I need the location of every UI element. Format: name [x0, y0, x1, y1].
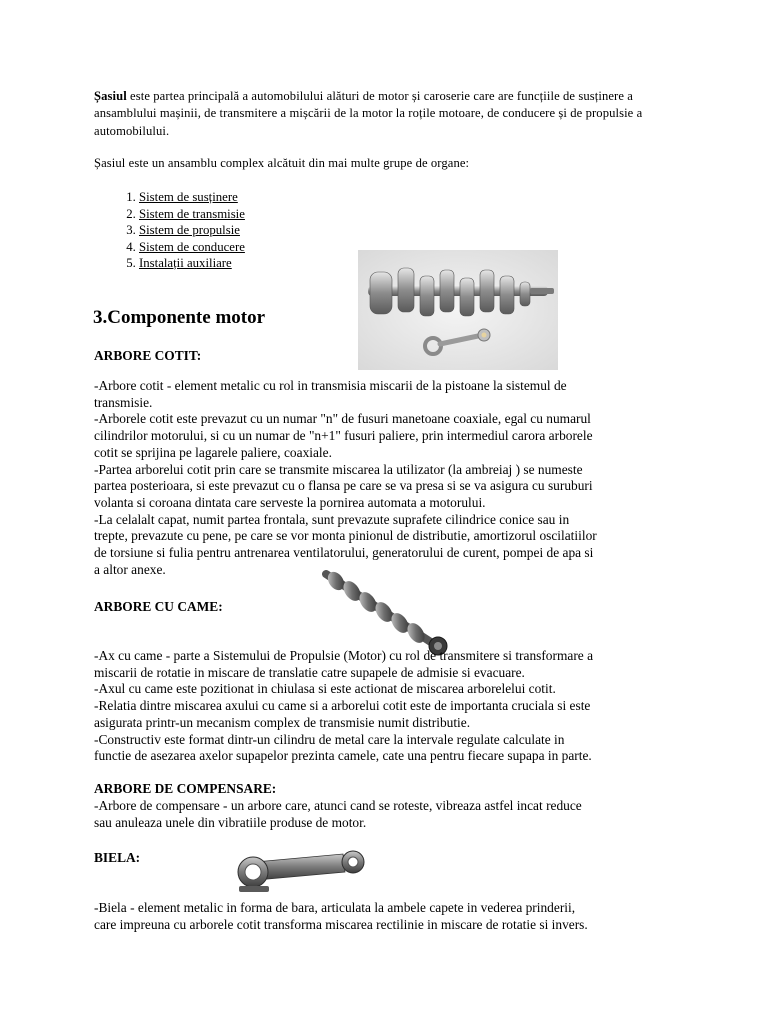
intro-paragraph-1-text: este partea principală a automobilului alături de motor și caroserie care are funcțiile de susținere a ansamblului mașinii, de transmitere a mișcării de la motor la roțile motoare, de conducere și de propulsie a automobilului.: [94, 89, 643, 138]
text-line: functie de asezarea axelor supapelor prezinta camele, cate una pentru fiecare supapa in parte.: [94, 748, 592, 764]
crankshaft-image: [358, 250, 558, 370]
intro-bold-term: Șasiul: [94, 89, 127, 103]
link-sistem-conducere[interactable]: Sistem de conducere: [139, 239, 245, 254]
text-line: miscarii de rotatie in miscare de translatie catre supapele de admisie si evacuare.: [94, 664, 525, 680]
connecting-rod-illustration: [233, 842, 375, 898]
text-line: sau anuleaza unele din vibratiile produse de motor.: [94, 814, 367, 830]
text-line: -Partea arborelui cotit prin care se transmite miscarea la utilizator (la ambreiaj ) se numeste: [94, 461, 583, 477]
heading-arbore-compensare: ARBORE DE COMPENSARE:: [94, 781, 277, 796]
link-sistem-transmisie[interactable]: Sistem de transmisie: [139, 206, 245, 221]
text-line: -La celalalt capat, numit partea frontala, sunt prevazute suprafete cilindrice conice sau in: [94, 511, 570, 527]
arbore-compensare-text: [94, 798, 694, 831]
text-line: volanta si coroana dintata care serveste la pornirea automata a motorului.: [94, 494, 486, 510]
text-line: a altor anexe.: [94, 561, 166, 577]
text-line: -Ax cu came - parte a Sistemului de Propulsie (Motor) cu rol de transmitere si transformare a: [94, 648, 594, 663]
text-line: -Relatia dintre miscarea axului cu came si a arborelui cotit este de importanta cruciala si este: [94, 698, 591, 714]
link-sistem-sustinere[interactable]: Sistem de susținere: [139, 190, 238, 204]
text-line: partea posterioara, si este prevazut cu o flansa pe care se va presa si se va asigura cu suruburi: [94, 478, 593, 494]
link-instalatii-auxiliare[interactable]: Instalații auxiliare: [139, 256, 232, 271]
text-line: trepte, prevazute cu pene, pe care se vor monta pinionul de distributie, amortizorul oscilatiilor: [94, 528, 597, 544]
list-item: [139, 222, 245, 239]
text-line: -Axul cu came este pozitionat in chiulasa si este actionat de miscarea arborelelui cotit.: [94, 681, 556, 697]
intro-text: [94, 88, 684, 172]
list-item: [139, 206, 245, 223]
arbore-cu-came-text: [94, 648, 694, 765]
list-item: [139, 189, 245, 206]
heading-arbore-cotit: ARBORE COTIT:: [94, 348, 202, 363]
heading-biela: BIELA:: [94, 850, 141, 865]
text-line: -Biela - element metalic in forma de bara, articulata la ambele capete in vederea prinderii,: [94, 900, 576, 915]
intro-paragraph-1: [94, 88, 684, 140]
text-line: de torsiune si fulia pentru antrenarea ventilatorului, generatorului de curent, pompei de apa si: [94, 545, 594, 561]
section-title: 3.Componente motor: [93, 307, 266, 328]
text-line: care impreuna cu arborele cotit transforma miscarea rectilinie in miscare de rotatie si invers.: [94, 916, 588, 932]
arbore-cotit-text: [94, 378, 694, 578]
organ-groups-list: [112, 189, 245, 272]
text-line: -Arbore cotit - element metalic cu rol in transmisia miscarii de la pistoane la sistemul de: [94, 378, 567, 393]
list-item: [139, 255, 245, 272]
list-item: [139, 239, 245, 256]
text-line: cotit se sprijina pe lagarele paliere, coaxiale.: [94, 444, 332, 460]
text-line: cilindrilor motorului, si cu un numar de "n+1" fusuri paliere, prin intermediul carora arborele: [94, 428, 593, 444]
text-line: -Arbore de compensare - un arbore care, atunci cand se roteste, vibreaza astfel incat reduce: [94, 798, 582, 813]
intro-paragraph-2: Șasiul este un ansamblu complex alcătuit din mai multe grupe de organe:: [94, 155, 470, 170]
crankshaft-illustration: [358, 250, 558, 370]
connecting-rod-image: [233, 842, 375, 898]
text-line: transmisie.: [94, 394, 153, 410]
text-line: -Arborele cotit este prevazut cu un numar "n" de fusuri manetoane coaxiale, egal cu numarul: [94, 411, 591, 427]
text-line: asigurata printr-un mecanism complex de transmisie numit distributie.: [94, 714, 471, 730]
text-line: -Constructiv este format dintr-un cilindru de metal care la intervale regulate calculate in: [94, 731, 565, 747]
link-sistem-propulsie[interactable]: Sistem de propulsie: [139, 223, 240, 238]
heading-arbore-cu-came: ARBORE CU CAME:: [94, 599, 223, 614]
biela-text: [94, 900, 694, 933]
